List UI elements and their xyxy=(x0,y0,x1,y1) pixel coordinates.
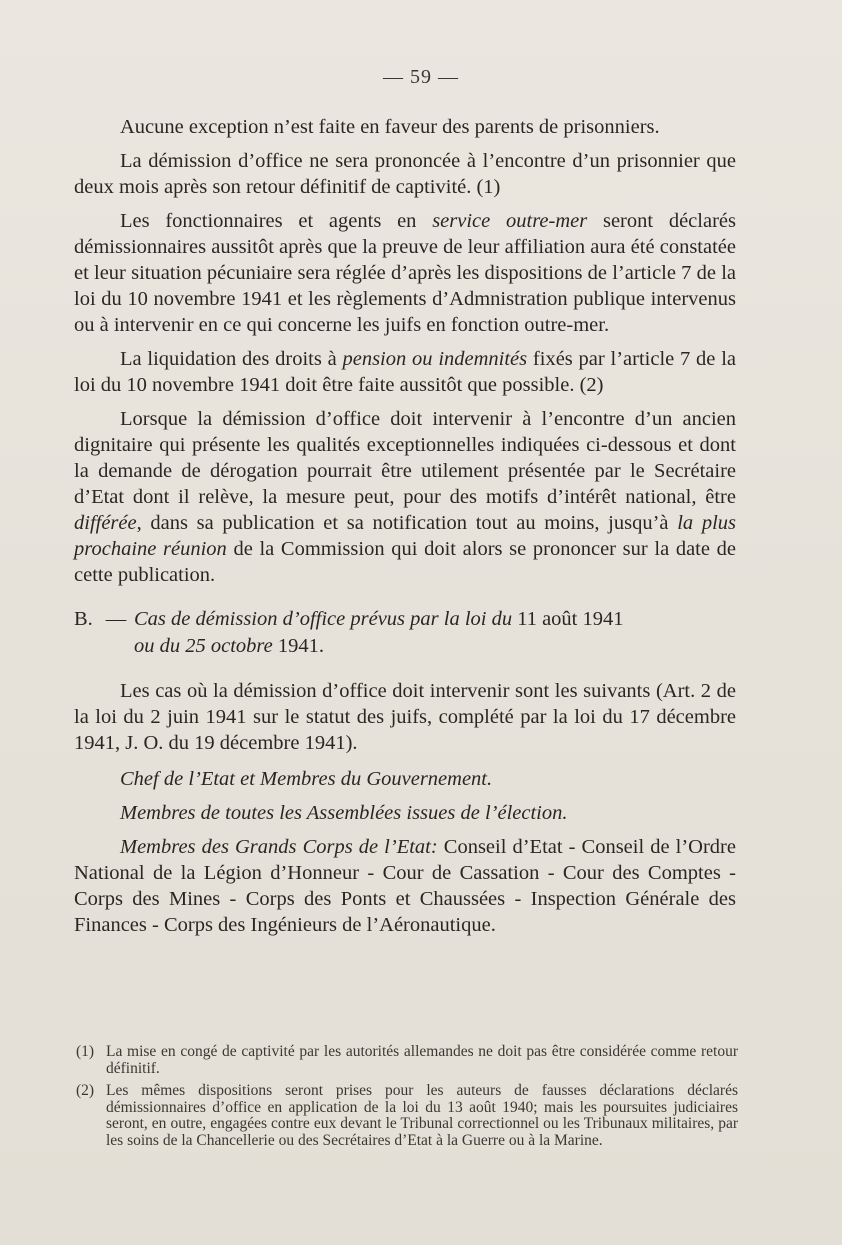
paragraph-cases-intro: Les cas où la démission d’office doit intervenir sont les suivants (Art. 2 de la loi du 2 juin 1941 sur le statut des juifs, complété par la loi du 17 décembre 1941, J. O. du 19 décembre 1941). xyxy=(74,680,736,754)
footnote-text: Les mêmes dispositions seront prises pour les auteurs de fausses déclarations déclarés démissionnaires d’office en application de la loi du 13 août 1940; mais les poursuites judiciaires seront, en outre, engagées contre eux devant le Tribunal correctionnel ou les Tribunaux militaires, par les soins de la Chancellerie ou des Secrétaires d’Etat à la Guerre ou à la Marine. xyxy=(106,1082,738,1149)
footnote-mark: (2) xyxy=(76,1082,95,1099)
footnotes xyxy=(76,1044,738,1155)
paragraph-text: La liquidation des droits à xyxy=(120,348,343,370)
category-label: Membres des Grands Corps de l’Etat: xyxy=(120,836,438,858)
section-title-text: Cas de démission d’office prévus par la loi du xyxy=(134,608,518,630)
paragraph-text: Les fonctionnaires et agents en xyxy=(120,210,433,232)
category-list: Conseil d’Etat - Conseil de l’Ordre National de la Légion d’Honneur - Cour de Cassation - Cour des Comptes - Corps des Mines - Corps des Ponts et Chaussées - Inspection Générale des Finances - Corps des Ingénieurs de l’Aéronautique. xyxy=(74,836,736,936)
paragraph-overseas-service xyxy=(74,208,736,338)
section-dash: — xyxy=(105,608,127,630)
footnote-2 xyxy=(76,1083,738,1149)
category-head-of-state: Chef de l’Etat et Membres du Gouvernement. xyxy=(120,768,493,790)
footnote-text: La mise en congé de captivité par les autorités allemandes ne doit pas être considérée comme retour définitif. xyxy=(106,1043,738,1077)
paragraph-prisoners-parents: Aucune exception n’est faite en faveur des parents de prisonniers. xyxy=(120,116,660,138)
paragraph-deferred-resignation xyxy=(74,406,736,588)
category-assemblies: Membres de toutes les Assemblées issues de l’élection. xyxy=(120,802,568,824)
section-title-line-1 xyxy=(134,606,736,633)
section-title-period: . xyxy=(318,635,324,657)
category-grand-corps xyxy=(74,834,736,938)
paragraph-prisoner-resignation: La démission d’office ne sera prononcée à l’encontre d’un prisonnier que deux mois après son retour définitif de captivité. (1) xyxy=(74,150,736,198)
section-title xyxy=(134,606,736,660)
section-letter: B. xyxy=(74,608,93,630)
paragraph-text: seront déclarés démissionnaires aussitôt après que la preuve de leur affiliation aura été constatée et leur situation pécuniaire sera réglée d’après les dispositions de l’article 7 de la loi du 10 novembre 1941 et les règlements d’Admnistration publique intervenus ou à intervenir en ce qui concerne les juifs en fonction outre-mer. xyxy=(74,210,736,336)
page-number: — 59 — xyxy=(383,66,459,88)
paragraph-text: fixés par l’article 7 de la loi du 10 novembre 1941 doit être faite aussitôt que possible. (2) xyxy=(74,348,736,396)
section-title-text: ou du 25 octobre xyxy=(134,635,278,657)
emphasis-text: différée xyxy=(74,512,137,534)
body-text xyxy=(74,114,736,946)
paragraph-text: Lorsque la démission d’office doit intervenir à l’encontre d’un ancien dignitaire qui présente les qualités exceptionnelles indiquées ci-dessous et dont la demande de dérogation pourrait être utilement présentée par le Secrétaire d’Etat dont il relève, la mesure peut, pour des motifs d’intérêt national, être xyxy=(74,408,736,508)
emphasis-text: service outre-mer xyxy=(432,210,588,232)
paragraph-text: , dans sa publication et sa notification tout au moins, jusqu’à xyxy=(136,512,678,534)
emphasis-text: la plus prochaine réunion xyxy=(74,512,736,560)
emphasis-text: pension ou indemnités xyxy=(342,348,528,370)
footnote-mark: (1) xyxy=(76,1043,95,1060)
section-title-line-2 xyxy=(134,633,736,660)
section-title-year: 1941 xyxy=(277,635,319,657)
footnote-1 xyxy=(76,1044,738,1077)
section-title-date: 11 août 1941 xyxy=(517,608,624,630)
paragraph-text: de la Commission qui doit alors se prononcer sur la date de cette publication. xyxy=(74,538,736,586)
section-b-heading xyxy=(74,606,736,660)
paragraph-pension-liquidation xyxy=(74,346,736,398)
